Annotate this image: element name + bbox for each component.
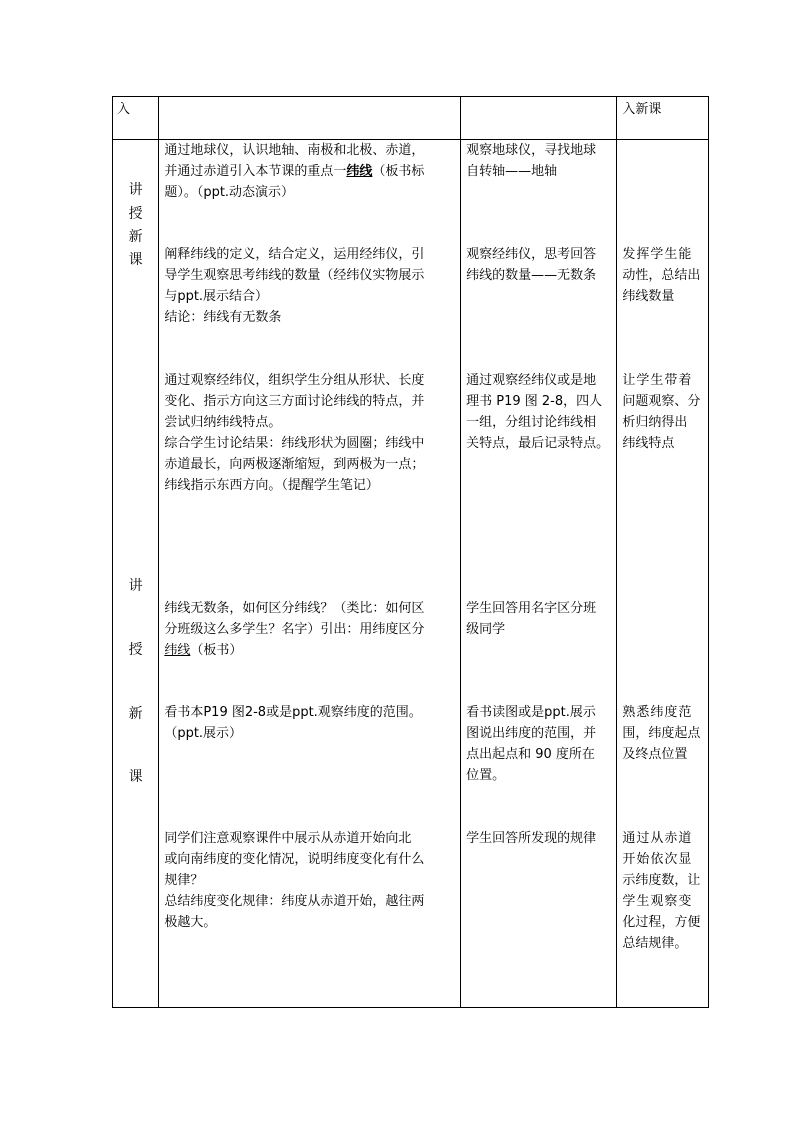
teacher-cell-intro (159, 97, 461, 140)
text-line: 点出起点和 90 度所在 (466, 747, 595, 762)
text-line: 通过地球仪，认识地轴、南极和北极、赤道， (164, 143, 425, 158)
stage-label-char: 课 (128, 252, 143, 268)
text-line: 总结纬度变化规律：纬度从赤道开始，越往两 (164, 894, 425, 909)
stage-label-char: 讲 (128, 182, 143, 198)
text-line: 阐释纬线的定义，结合定义，运用经纬仪，引 (164, 247, 425, 262)
stage-label-char: 讲 (128, 578, 143, 594)
text-line: 纬线特点 (622, 436, 675, 451)
student-block-6 (466, 828, 611, 849)
text-line: 学生回答所发现的规律 (466, 831, 597, 846)
text-line: 图说出纬度的范围，并 (466, 726, 597, 741)
lesson-plan-table (112, 96, 709, 1008)
stage-label-char: 授 (128, 206, 143, 222)
stage-label-intro: 入 (117, 102, 131, 117)
text-line: 分班级这么多学生？名字）引出：用纬度区分 (164, 622, 425, 637)
intent-cell-intro (617, 97, 709, 140)
teacher-block-3 (164, 370, 455, 496)
text-line: 变化、指示方向这三方面讨论纬线的特点，并 (164, 394, 425, 409)
student-activity-cell (461, 140, 617, 1008)
text-line: 发挥学生能 (622, 247, 693, 262)
text-segment: （板书标 (372, 164, 425, 179)
stage-label-char: 授 (128, 642, 143, 658)
text-line: 关特点，最后记录特点。 (466, 436, 610, 451)
intent-block-6 (622, 828, 703, 954)
text-segment: （板书） (190, 643, 243, 658)
text-line: 观察地球仪，寻找地球 (466, 143, 597, 158)
text-line (164, 640, 455, 661)
student-block-4 (466, 598, 611, 640)
text-line: 问题观察、分 (622, 394, 701, 409)
text-line: 及终点位置 (622, 747, 688, 762)
text-line: 一组，分组讨论纬线相 (466, 415, 597, 430)
stage-label-char: 新 (128, 229, 143, 245)
stage-label-char: 新 (128, 706, 143, 722)
text-line: 与ppt.展示结合） (164, 289, 269, 304)
text-line: 让学生带着 (622, 373, 693, 388)
student-block-5 (466, 702, 611, 786)
student-block-2 (466, 244, 611, 286)
stage-cell-intro (113, 97, 159, 140)
teacher-activity-cell (159, 140, 461, 1008)
intent-block-5 (622, 702, 703, 765)
text-line: 析归纳得出 (622, 415, 688, 430)
text-line: 看书本P19 图2-8或是ppt.观察纬度的范围。 (164, 705, 422, 720)
text-line: 纬线指示东西方向。（提醒学生笔记） (164, 478, 379, 493)
text-line: 同学们注意观察课件中展示从赤道开始向北 (164, 831, 412, 846)
board-title: 纬线 (346, 164, 373, 179)
intent-block-3 (622, 370, 703, 454)
text-line: 开始依次显 (622, 852, 693, 867)
teacher-block-1 (164, 140, 455, 203)
text-line: 纬线的数量——无数条 (466, 268, 597, 283)
intent-intro-text: 入新课 (622, 102, 662, 117)
text-line: 综合学生讨论结果：纬线形状为圆圈；纬线中 (164, 436, 425, 451)
text-line: 观察经纬仪，思考回答 (466, 247, 597, 262)
text-line: 题）。（ppt.动态演示） (164, 185, 295, 200)
text-line: 总结规律。 (622, 936, 688, 951)
stage-label-char: 课 (128, 769, 143, 785)
student-block-3 (466, 370, 611, 454)
text-line: 通过观察经纬仪，组织学生分组从形状、长度 (164, 373, 425, 388)
text-line: 极越大。 (164, 915, 217, 930)
text-line: 尝试归纳纬线特点。 (164, 415, 282, 430)
student-block-1 (466, 140, 611, 182)
teacher-block-6 (164, 828, 455, 933)
teacher-block-4 (164, 598, 455, 661)
text-line: 看书读图或是ppt.展示 (466, 705, 596, 720)
text-line: 纬线无数条，如何区分纬线？（类比：如何区 (164, 601, 425, 616)
text-line: 级同学 (466, 622, 506, 637)
student-cell-intro (461, 97, 617, 140)
text-line: 纬线数量 (622, 289, 675, 304)
text-line: 结论：纬线有无数条 (164, 310, 282, 325)
text-line: 示纬度数，让 (622, 873, 701, 888)
text-segment: 并通过赤道引入本节课的重点一 (164, 164, 347, 179)
intent-block-2 (622, 244, 703, 307)
text-line: 自转轴——地轴 (466, 164, 558, 179)
text-line: 通过观察经纬仪或是地 (466, 373, 597, 388)
design-intent-cell (617, 140, 709, 1008)
text-line (164, 161, 455, 182)
stage-cell-new-lesson (113, 140, 159, 1008)
text-line: 围，纬度起点 (622, 726, 701, 741)
text-line: 学生回答用名字区分班 (466, 601, 597, 616)
text-line: 或向南纬度的变化情况，说明纬度变化有什么 (164, 852, 425, 867)
text-line: 规律？ (164, 873, 204, 888)
teacher-block-2 (164, 244, 455, 328)
table-row-intro (113, 97, 709, 140)
text-line: 化过程，方便 (622, 915, 701, 930)
text-line: 通过从赤道 (622, 831, 693, 846)
text-line: 动性，总结出 (622, 268, 701, 283)
table-row-new-lesson (113, 140, 709, 1008)
text-line: 导学生观察思考纬线的数量（经纬仪实物展示 (164, 268, 425, 283)
teacher-block-5 (164, 702, 455, 744)
text-line: 位置。 (466, 768, 506, 783)
text-line: 熟悉纬度范 (622, 705, 693, 720)
text-line: 学生观察变 (622, 894, 693, 909)
board-term: 纬线 (164, 643, 191, 658)
text-line: （ppt.展示） (164, 726, 243, 741)
text-line: 赤道最长，向两极逐渐缩短，到两极为一点； (164, 457, 425, 472)
text-line: 理书 P19 图 2-8，四人 (466, 394, 603, 409)
